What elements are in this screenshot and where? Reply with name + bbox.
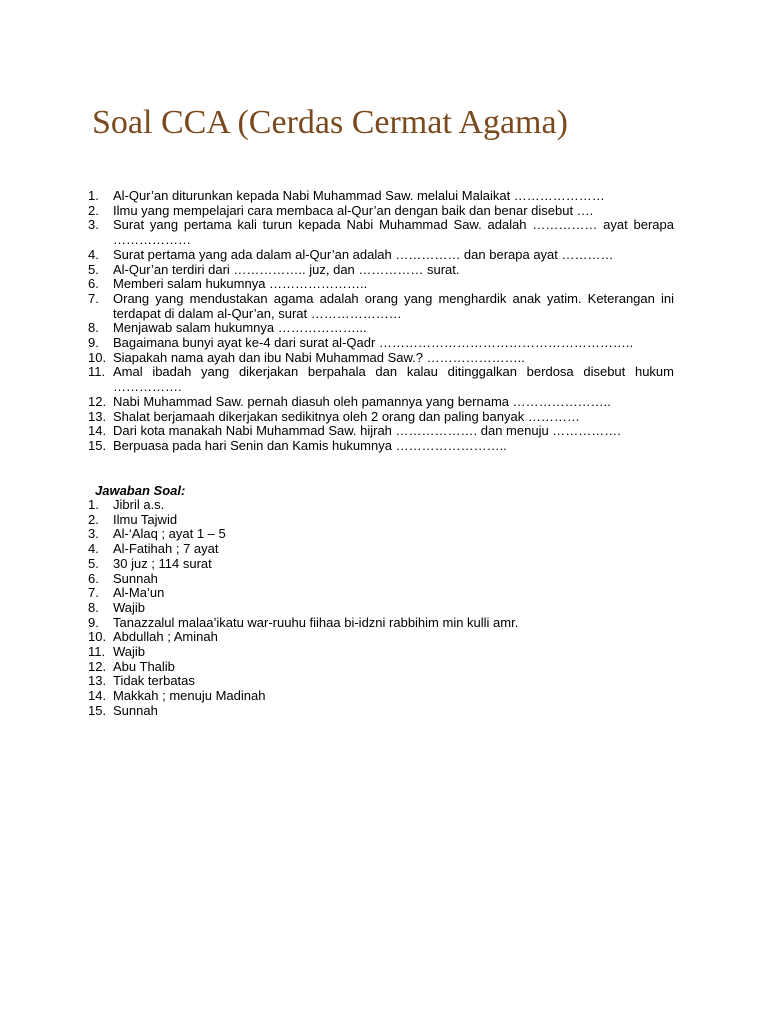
question-text: Memberi salam hukumnya ………………….. (113, 276, 368, 292)
question-item (88, 292, 674, 321)
answer-text: Al-‘Alaq ; ayat 1 – 5 (113, 526, 226, 542)
question-item (88, 351, 674, 366)
answers-heading: Jawaban Soal: (95, 483, 186, 498)
answer-text: Ilmu Tajwid (113, 511, 178, 527)
question-text: Al-Qur’an diturunkan kepada Nabi Muhammad Saw. melalui Malaikat ………………… (113, 188, 605, 203)
question-text: Berpuasa pada hari Senin dan Kamis hukumnya …………………….. (113, 437, 507, 453)
answer-text: Tanazzalul malaa’ikatu war-ruuhu fiihaa bi-idzni rabbihim min kulli amr. (113, 614, 519, 630)
answer-text: Jibril a.s. (113, 497, 165, 512)
answer-number: 14. (88, 688, 107, 704)
answer-text: Wajib (113, 644, 146, 660)
question-number: 10. (88, 349, 107, 365)
question-number: 14. (88, 423, 107, 439)
question-number: 7. (88, 290, 99, 306)
question-number: 3. (88, 217, 99, 233)
answer-number: 4. (88, 541, 99, 557)
question-list (88, 189, 674, 454)
question-item (88, 189, 674, 204)
question-number: 15. (88, 437, 107, 453)
answer-number: 12. (88, 658, 107, 674)
answer-item (88, 498, 674, 513)
question-item (88, 336, 674, 351)
question-text: Shalat berjamaah dikerjakan sedikitnya oleh 2 orang dan paling banyak ………… (113, 408, 580, 424)
answer-text: Sunnah (113, 570, 158, 586)
answer-item (88, 572, 674, 587)
answer-number: 10. (88, 629, 107, 645)
question-item (88, 410, 674, 425)
question-number: 2. (88, 202, 99, 218)
question-text: Al-Qur’an terdiri dari …………….. juz, dan …………… surat. (113, 261, 460, 277)
question-number: 6. (88, 276, 99, 292)
answer-number: 15. (88, 702, 107, 718)
question-text: Nabi Muhammad Saw. pernah diasuh oleh pamannya yang bernama ………………….. (113, 393, 611, 409)
question-item (88, 263, 674, 278)
answer-item (88, 527, 674, 542)
question-item (88, 395, 674, 410)
answer-number: 11. (88, 644, 106, 660)
question-text: Dari kota manakah Nabi Muhammad Saw. hijrah ………………. dan menuju ……………. (113, 423, 621, 439)
answer-item (88, 630, 674, 645)
answer-item (88, 601, 674, 616)
answer-number: 9. (88, 614, 99, 630)
answer-item (88, 616, 674, 631)
answer-item (88, 645, 674, 660)
question-number: 12. (88, 393, 107, 409)
question-item (88, 248, 674, 263)
question-number: 13. (88, 408, 107, 424)
answer-item (88, 557, 674, 572)
answer-item (88, 704, 674, 719)
answer-item (88, 542, 674, 557)
answer-number: 6. (88, 570, 99, 586)
answer-number: 7. (88, 585, 99, 601)
answer-item (88, 586, 674, 601)
answer-number: 1. (88, 497, 99, 512)
answer-text: Abdullah ; Aminah (113, 629, 218, 645)
question-item (88, 365, 674, 394)
answer-number: 13. (88, 673, 107, 689)
answer-number: 2. (88, 511, 99, 527)
question-number: 4. (88, 246, 99, 262)
question-text: Surat yang pertama kali turun kepada Nabi Muhammad Saw. adalah …………… ayat berapa ……………… (113, 217, 674, 248)
answer-text: 30 juz ; 114 surat (113, 555, 212, 571)
answer-text: Tidak terbatas (113, 673, 195, 689)
question-item (88, 439, 674, 454)
answer-item (88, 689, 674, 704)
answer-text: Abu Thalib (113, 658, 175, 674)
answer-item (88, 660, 674, 675)
answer-text: Makkah ; menuju Madinah (113, 688, 266, 704)
answer-item (88, 674, 674, 689)
question-item (88, 277, 674, 292)
question-item (88, 424, 674, 439)
answer-number: 8. (88, 599, 99, 615)
question-text: Ilmu yang mempelajari cara membaca al-Qur’an dengan baik dan benar disebut …. (113, 202, 594, 218)
question-item (88, 321, 674, 336)
question-text: Menjawab salam hukumnya ………………... (113, 320, 367, 336)
answer-text: Wajib (113, 599, 146, 615)
question-number: 11. (88, 364, 106, 380)
question-text: Surat pertama yang ada dalam al-Qur’an adalah …………… dan berapa ayat ………… (113, 246, 614, 262)
question-text: Amal ibadah yang dikerjakan berpahala dan kalau ditinggalkan berdosa disebut hukum ……………. (113, 364, 674, 395)
answer-number: 3. (88, 526, 99, 542)
question-number: 8. (88, 320, 99, 336)
question-number: 5. (88, 261, 99, 277)
document-title: Soal CCA (Cerdas Cermat Agama) (92, 104, 568, 141)
question-item (88, 218, 674, 247)
answer-list (88, 498, 674, 719)
answer-number: 5. (88, 555, 99, 571)
question-text: Siapakah nama ayah dan ibu Nabi Muhammad Saw.? ………………….. (113, 349, 525, 365)
question-text: Bagaimana bunyi ayat ke-4 dari surat al-Qadr ………………………………………………….. (113, 335, 634, 351)
answer-text: Al-Ma’un (113, 585, 165, 601)
answer-item (88, 513, 674, 528)
answer-text: Sunnah (113, 702, 158, 718)
question-text: Orang yang mendustakan agama adalah orang yang menghardik anak yatim. Keterangan ini terdapat di dalam al-Qur’an, surat ………………… (113, 290, 674, 321)
answer-text: Al-Fatihah ; 7 ayat (113, 541, 219, 557)
question-number: 9. (88, 335, 99, 351)
question-number: 1. (88, 188, 99, 203)
question-item (88, 204, 674, 219)
